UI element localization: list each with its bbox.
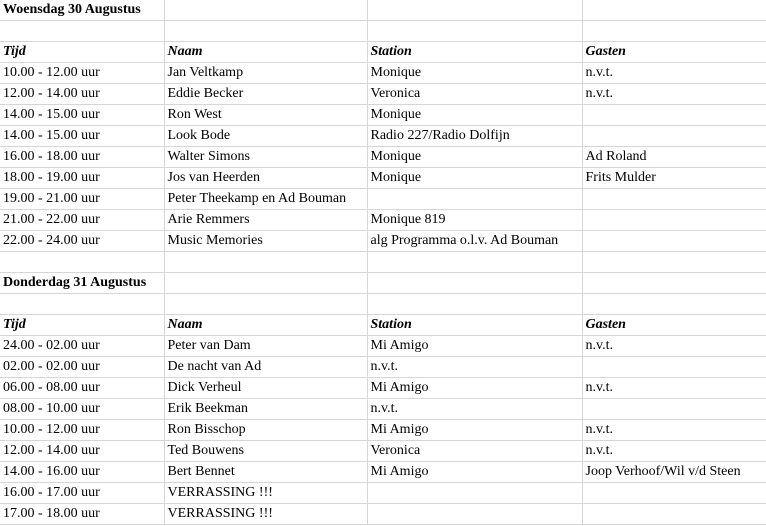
empty-cell[interactable] <box>164 21 367 42</box>
cell-tijd[interactable]: 14.00 - 15.00 uur <box>0 105 164 126</box>
cell-gasten[interactable] <box>582 483 766 504</box>
cell-station[interactable]: Mi Amigo <box>367 420 582 441</box>
table-row <box>0 126 766 147</box>
cell-gasten[interactable] <box>582 504 766 525</box>
table-row <box>0 504 766 525</box>
empty-cell[interactable] <box>164 252 367 273</box>
cell-gasten[interactable] <box>582 399 766 420</box>
empty-cell[interactable] <box>164 0 367 21</box>
empty-cell[interactable] <box>367 294 582 315</box>
cell-tijd[interactable]: 02.00 - 02.00 uur <box>0 357 164 378</box>
cell-station[interactable]: n.v.t. <box>367 399 582 420</box>
cell-station[interactable]: alg Programma o.l.v. Ad Bouman <box>367 231 582 252</box>
header-gasten[interactable]: Gasten <box>582 315 766 336</box>
cell-tijd[interactable]: 18.00 - 19.00 uur <box>0 168 164 189</box>
day-title[interactable]: Woensdag 30 Augustus <box>0 0 164 21</box>
empty-cell[interactable] <box>582 252 766 273</box>
table-row <box>0 336 766 357</box>
cell-station[interactable]: n.v.t. <box>367 357 582 378</box>
cell-tijd[interactable]: 16.00 - 18.00 uur <box>0 147 164 168</box>
header-station[interactable]: Station <box>367 315 582 336</box>
cell-station[interactable]: Veronica <box>367 441 582 462</box>
cell-naam[interactable]: Erik Beekman <box>164 399 367 420</box>
cell-station[interactable]: Monique 819 <box>367 210 582 231</box>
cell-naam[interactable]: Dick Verheul <box>164 378 367 399</box>
cell-tijd[interactable]: 10.00 - 12.00 uur <box>0 420 164 441</box>
empty-cell[interactable] <box>0 21 164 42</box>
cell-gasten[interactable] <box>582 231 766 252</box>
cell-station[interactable]: Mi Amigo <box>367 336 582 357</box>
table-row <box>0 189 766 210</box>
cell-tijd[interactable]: 22.00 - 24.00 uur <box>0 231 164 252</box>
cell-tijd[interactable]: 12.00 - 14.00 uur <box>0 441 164 462</box>
table-row <box>0 231 766 252</box>
blank-row <box>0 252 766 273</box>
cell-tijd[interactable]: 14.00 - 15.00 uur <box>0 126 164 147</box>
cell-station[interactable]: Radio 227/Radio Dolfijn <box>367 126 582 147</box>
cell-station[interactable]: Monique <box>367 168 582 189</box>
empty-cell[interactable] <box>582 21 766 42</box>
cell-gasten[interactable]: n.v.t. <box>582 441 766 462</box>
cell-gasten[interactable] <box>582 357 766 378</box>
cell-station[interactable]: Veronica <box>367 84 582 105</box>
day-title-row <box>0 0 766 21</box>
empty-cell[interactable] <box>582 294 766 315</box>
cell-naam[interactable]: Jan Veltkamp <box>164 63 367 84</box>
cell-gasten[interactable]: n.v.t. <box>582 378 766 399</box>
cell-gasten[interactable]: n.v.t. <box>582 63 766 84</box>
cell-gasten[interactable] <box>582 210 766 231</box>
cell-gasten[interactable] <box>582 126 766 147</box>
cell-station[interactable] <box>367 189 582 210</box>
table-row <box>0 462 766 483</box>
column-header-row <box>0 315 766 336</box>
cell-station[interactable] <box>367 483 582 504</box>
cell-station[interactable]: Mi Amigo <box>367 378 582 399</box>
cell-station[interactable]: Monique <box>367 147 582 168</box>
cell-naam[interactable]: Ted Bouwens <box>164 441 367 462</box>
table-row <box>0 168 766 189</box>
cell-tijd[interactable]: 08.00 - 10.00 uur <box>0 399 164 420</box>
cell-naam[interactable]: De nacht van Ad <box>164 357 367 378</box>
header-station[interactable]: Station <box>367 42 582 63</box>
day-title-row <box>0 273 766 294</box>
header-naam[interactable]: Naam <box>164 42 367 63</box>
cell-tijd[interactable]: 24.00 - 02.00 uur <box>0 336 164 357</box>
empty-cell[interactable] <box>367 252 582 273</box>
table-row <box>0 420 766 441</box>
cell-gasten[interactable]: n.v.t. <box>582 420 766 441</box>
cell-tijd[interactable]: 21.00 - 22.00 uur <box>0 210 164 231</box>
cell-tijd[interactable]: 10.00 - 12.00 uur <box>0 63 164 84</box>
cell-naam[interactable]: Peter van Dam <box>164 336 367 357</box>
cell-tijd[interactable]: 17.00 - 18.00 uur <box>0 504 164 525</box>
blank-row <box>0 294 766 315</box>
header-tijd[interactable]: Tijd <box>0 315 164 336</box>
empty-cell[interactable] <box>582 0 766 21</box>
cell-station[interactable]: Monique <box>367 63 582 84</box>
cell-tijd[interactable]: 12.00 - 14.00 uur <box>0 84 164 105</box>
table-row <box>0 84 766 105</box>
table-row <box>0 399 766 420</box>
blank-row <box>0 21 766 42</box>
cell-tijd[interactable]: 16.00 - 17.00 uur <box>0 483 164 504</box>
cell-gasten[interactable]: n.v.t. <box>582 84 766 105</box>
cell-station[interactable] <box>367 504 582 525</box>
table-row <box>0 210 766 231</box>
cell-naam[interactable]: VERRASSING !!! <box>164 483 367 504</box>
table-row <box>0 378 766 399</box>
cell-naam[interactable]: Arie Remmers <box>164 210 367 231</box>
header-gasten[interactable]: Gasten <box>582 42 766 63</box>
cell-gasten[interactable] <box>582 105 766 126</box>
empty-cell[interactable] <box>164 294 367 315</box>
empty-cell[interactable] <box>0 294 164 315</box>
cell-gasten[interactable]: Joop Verhoof/Wil v/d Steen <box>582 462 766 483</box>
cell-naam[interactable]: Eddie Becker <box>164 84 367 105</box>
empty-cell[interactable] <box>582 273 766 294</box>
cell-naam[interactable]: Music Memories <box>164 231 367 252</box>
cell-tijd[interactable]: 19.00 - 21.00 uur <box>0 189 164 210</box>
cell-naam[interactable]: Ron West <box>164 105 367 126</box>
cell-gasten[interactable]: n.v.t. <box>582 336 766 357</box>
header-naam[interactable]: Naam <box>164 315 367 336</box>
empty-cell[interactable] <box>164 273 367 294</box>
cell-naam[interactable]: VERRASSING !!! <box>164 504 367 525</box>
table-row <box>0 147 766 168</box>
table-row <box>0 357 766 378</box>
cell-naam[interactable]: Jos van Heerden <box>164 168 367 189</box>
cell-naam[interactable]: Look Bode <box>164 126 367 147</box>
cell-station[interactable]: Mi Amigo <box>367 462 582 483</box>
cell-gasten[interactable]: Ad Roland <box>582 147 766 168</box>
empty-cell[interactable] <box>367 273 582 294</box>
table-row <box>0 63 766 84</box>
column-header-row <box>0 42 766 63</box>
cell-naam[interactable]: Bert Bennet <box>164 462 367 483</box>
table-row <box>0 441 766 462</box>
header-tijd[interactable]: Tijd <box>0 42 164 63</box>
empty-cell[interactable] <box>367 21 582 42</box>
cell-tijd[interactable]: 14.00 - 16.00 uur <box>0 462 164 483</box>
day-title[interactable]: Donderdag 31 Augustus <box>0 273 164 294</box>
empty-cell[interactable] <box>0 252 164 273</box>
cell-naam[interactable]: Ron Bisschop <box>164 420 367 441</box>
cell-naam[interactable]: Peter Theekamp en Ad Bouman <box>164 189 367 210</box>
table-row <box>0 483 766 504</box>
cell-gasten[interactable]: Frits Mulder <box>582 168 766 189</box>
table-row <box>0 105 766 126</box>
cell-tijd[interactable]: 06.00 - 08.00 uur <box>0 378 164 399</box>
empty-cell[interactable] <box>367 0 582 21</box>
cell-station[interactable]: Monique <box>367 105 582 126</box>
cell-gasten[interactable] <box>582 189 766 210</box>
cell-naam[interactable]: Walter Simons <box>164 147 367 168</box>
